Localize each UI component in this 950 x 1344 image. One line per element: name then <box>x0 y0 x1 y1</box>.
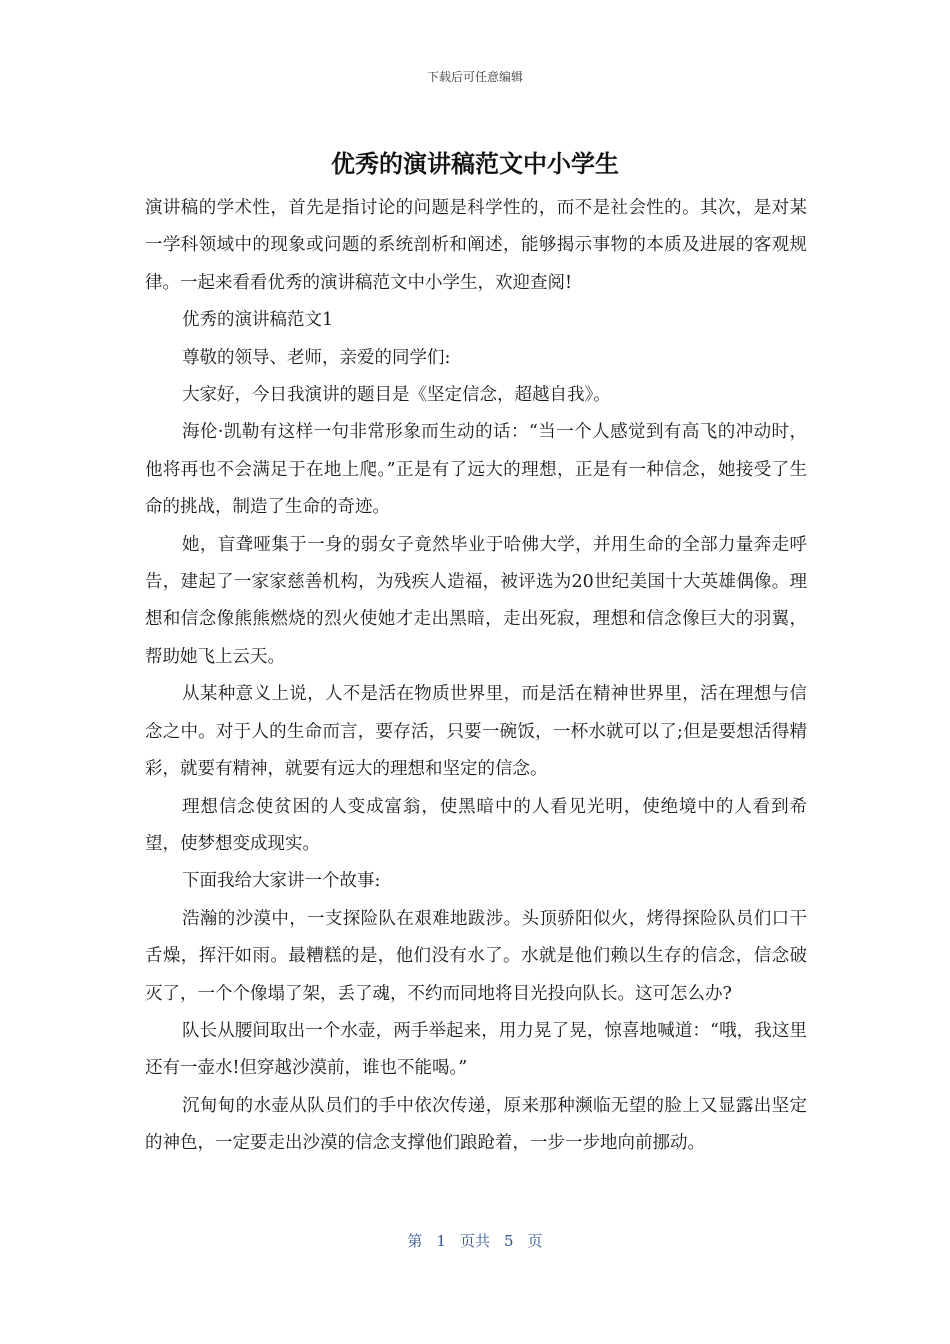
footer-page-number: 1 <box>436 1232 446 1250</box>
speech-subtitle: 优秀的演讲稿范文1 <box>182 310 334 331</box>
body-paragraph: 理想信念使贫困的人变成富翁，使黑暗中的人看见光明，使绝境中的人看到希望，使梦想变成现实。 <box>145 796 807 854</box>
body-paragraph: 她，盲聋哑集于一身的弱女子竟然毕业于哈佛大学，并用生命的全部力量奔走呼告，建起了一家家慈善机构，为残疾人造福，被评选为20世纪美国十大英雄偶像。理想和信念像熊熊燃烧的烈火使她才走出黑暗，走出死寂，理想和信念像巨大的羽翼，帮助她飞上云天。 <box>145 534 807 667</box>
salutation: 尊敬的领导、老师，亲爱的同学们: <box>182 347 451 368</box>
greeting-paragraph: 大家好，今日我演讲的题目是《坚定信念，超越自我》。 <box>182 385 611 406</box>
footer-page-middle: 页共 <box>459 1232 490 1250</box>
body-paragraph: 队长从腰间取出一个水壶，两手举起来，用力晃了晃，惊喜地喊道：“哦，我这里还有一壶水!但穿越沙漠前，谁也不能喝。” <box>145 1020 807 1079</box>
footer-page-prefix: 第 <box>407 1232 423 1250</box>
page-footer <box>0 1230 950 1251</box>
document-title: 优秀的演讲稿范文中小学生 <box>331 150 619 178</box>
body-paragraph: 从某种意义上说，人不是活在物质世界里，而是活在精神世界里，活在理想与信念之中。对于人的生命而言，要存活，只要一碗饭，一杯水就可以了;但是要想活得精彩，就要有精神，就要有远大的理想和坚定的信念。 <box>145 684 807 780</box>
document-body <box>145 190 807 1163</box>
footer-page-suffix: 页 <box>527 1232 543 1250</box>
body-paragraph: 浩瀚的沙漠中，一支探险队在艰难地跋涉。头顶骄阳似火，烤得探险队员们口干舌燥，挥汗如雨。最糟糕的是，他们没有水了。水就是他们赖以生存的信念，信念破灭了，一个个像塌了架，丢了魂，不约而同地将目光投向队长。这可怎么办? <box>145 908 807 1004</box>
footer-total-pages: 5 <box>504 1232 514 1250</box>
body-paragraph: 海伦·凯勒有这样一句非常形象而生动的话：“当一个人感觉到有高飞的冲动时，他将再也不会满足于在地上爬。”正是有了远大的理想，正是有一种信念，她接受了生命的挑战，制造了生命的奇迹。 <box>145 422 807 518</box>
body-paragraph: 下面我给大家讲一个故事: <box>182 871 381 892</box>
page-header-note: 下载后可任意编辑 <box>426 70 523 84</box>
body-paragraph: 沉甸甸的水壶从队员们的手中依次传递，原来那种濒临无望的脸上又显露出坚定的神色，一定要走出沙漠的信念支撑他们踉跄着，一步一步地向前挪动。 <box>145 1095 807 1154</box>
intro-paragraph: 演讲稿的学术性，首先是指讨论的问题是科学性的，而不是社会性的。其次，是对某一学科领域中的现象或问题的系统剖析和阐述，能够揭示事物的本质及进展的客观规律。一起来看看优秀的演讲稿范文中小学生，欢迎查阅! <box>145 198 807 293</box>
